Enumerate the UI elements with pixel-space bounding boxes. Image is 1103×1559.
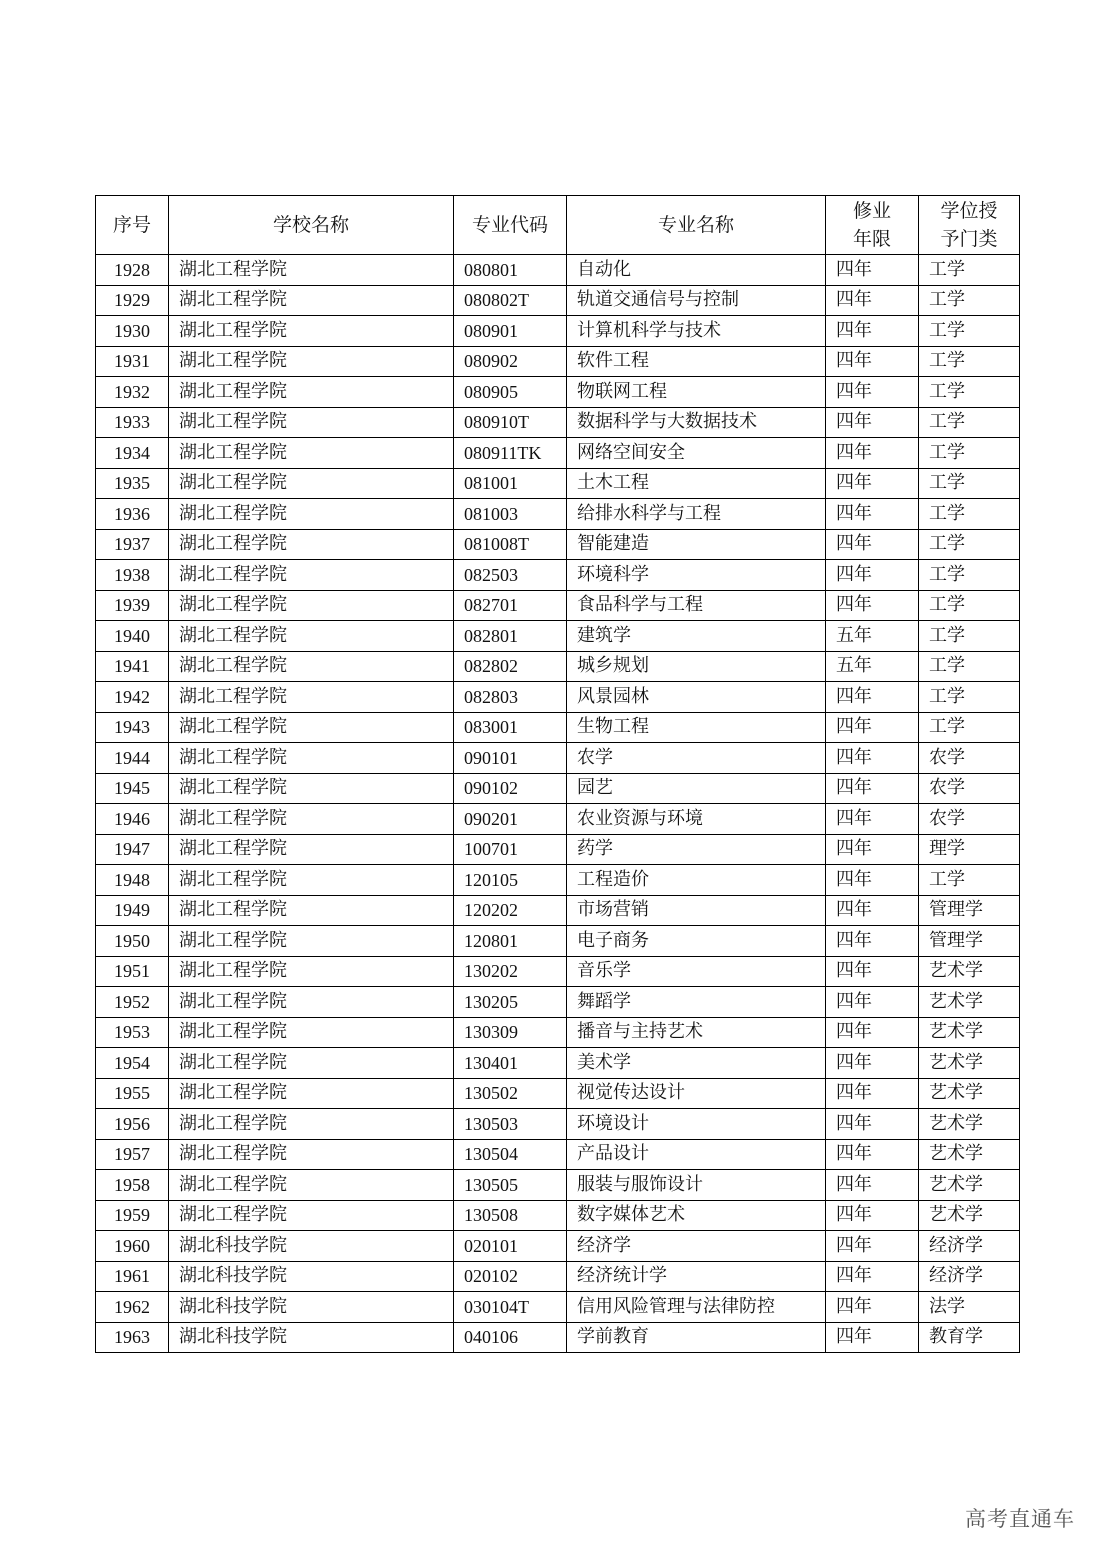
table-header-row bbox=[96, 196, 1020, 255]
cell-school: 湖北科技学院 bbox=[169, 1231, 454, 1262]
cell-seq: 1954 bbox=[96, 1048, 169, 1079]
cell-code: 120801 bbox=[454, 926, 567, 957]
cell-major: 美术学 bbox=[567, 1048, 826, 1079]
cell-school: 湖北工程学院 bbox=[169, 895, 454, 926]
cell-seq: 1938 bbox=[96, 560, 169, 591]
cell-major: 电子商务 bbox=[567, 926, 826, 957]
cell-seq: 1928 bbox=[96, 255, 169, 286]
table-row bbox=[96, 987, 1020, 1018]
cell-years: 四年 bbox=[826, 895, 919, 926]
cell-code: 040106 bbox=[454, 1322, 567, 1353]
table-row bbox=[96, 377, 1020, 408]
cell-years: 四年 bbox=[826, 743, 919, 774]
cell-degree: 工学 bbox=[919, 590, 1020, 621]
cell-school: 湖北工程学院 bbox=[169, 1017, 454, 1048]
cell-years: 四年 bbox=[826, 1261, 919, 1292]
header-years-line1: 修业 bbox=[852, 200, 891, 222]
table-row bbox=[96, 1139, 1020, 1170]
table-row bbox=[96, 316, 1020, 347]
cell-degree: 工学 bbox=[919, 529, 1020, 560]
cell-major: 播音与主持艺术 bbox=[567, 1017, 826, 1048]
cell-seq: 1948 bbox=[96, 865, 169, 896]
cell-seq: 1929 bbox=[96, 285, 169, 316]
cell-years: 四年 bbox=[826, 712, 919, 743]
cell-degree: 艺术学 bbox=[919, 1139, 1020, 1170]
cell-code: 090201 bbox=[454, 804, 567, 835]
cell-school: 湖北科技学院 bbox=[169, 1322, 454, 1353]
cell-code: 081001 bbox=[454, 468, 567, 499]
cell-code: 081003 bbox=[454, 499, 567, 530]
cell-code: 130205 bbox=[454, 987, 567, 1018]
cell-school: 湖北科技学院 bbox=[169, 1292, 454, 1323]
cell-seq: 1949 bbox=[96, 895, 169, 926]
cell-major: 环境设计 bbox=[567, 1109, 826, 1140]
cell-seq: 1939 bbox=[96, 590, 169, 621]
cell-school: 湖北工程学院 bbox=[169, 377, 454, 408]
cell-seq: 1959 bbox=[96, 1200, 169, 1231]
cell-school: 湖北工程学院 bbox=[169, 407, 454, 438]
cell-seq: 1942 bbox=[96, 682, 169, 713]
cell-code: 090102 bbox=[454, 773, 567, 804]
table-row bbox=[96, 1109, 1020, 1140]
cell-degree: 艺术学 bbox=[919, 987, 1020, 1018]
table-row bbox=[96, 468, 1020, 499]
cell-degree: 工学 bbox=[919, 407, 1020, 438]
table-row bbox=[96, 1322, 1020, 1353]
cell-major: 城乡规划 bbox=[567, 651, 826, 682]
cell-code: 130309 bbox=[454, 1017, 567, 1048]
cell-degree: 经济学 bbox=[919, 1261, 1020, 1292]
cell-years: 四年 bbox=[826, 255, 919, 286]
cell-school: 湖北工程学院 bbox=[169, 987, 454, 1018]
header-degree-line1: 学位授 bbox=[940, 200, 998, 222]
cell-seq: 1957 bbox=[96, 1139, 169, 1170]
cell-major: 建筑学 bbox=[567, 621, 826, 652]
table-row bbox=[96, 621, 1020, 652]
cell-major: 数字媒体艺术 bbox=[567, 1200, 826, 1231]
cell-years: 四年 bbox=[826, 956, 919, 987]
cell-school: 湖北工程学院 bbox=[169, 926, 454, 957]
cell-code: 080910T bbox=[454, 407, 567, 438]
cell-seq: 1951 bbox=[96, 956, 169, 987]
cell-seq: 1930 bbox=[96, 316, 169, 347]
cell-school: 湖北工程学院 bbox=[169, 956, 454, 987]
table-row bbox=[96, 804, 1020, 835]
cell-years: 四年 bbox=[826, 1109, 919, 1140]
cell-code: 082803 bbox=[454, 682, 567, 713]
cell-degree: 工学 bbox=[919, 865, 1020, 896]
cell-seq: 1936 bbox=[96, 499, 169, 530]
cell-major: 市场营销 bbox=[567, 895, 826, 926]
header-years-line2: 年限 bbox=[852, 228, 891, 250]
cell-major: 自动化 bbox=[567, 255, 826, 286]
cell-years: 四年 bbox=[826, 987, 919, 1018]
cell-major: 视觉传达设计 bbox=[567, 1078, 826, 1109]
cell-code: 081008T bbox=[454, 529, 567, 560]
cell-code: 130508 bbox=[454, 1200, 567, 1231]
cell-school: 湖北工程学院 bbox=[169, 1048, 454, 1079]
header-seq: 序号 bbox=[96, 196, 169, 255]
cell-major: 工程造价 bbox=[567, 865, 826, 896]
cell-code: 082701 bbox=[454, 590, 567, 621]
cell-seq: 1941 bbox=[96, 651, 169, 682]
cell-years: 四年 bbox=[826, 499, 919, 530]
table-row bbox=[96, 1017, 1020, 1048]
cell-years: 四年 bbox=[826, 1200, 919, 1231]
cell-code: 130202 bbox=[454, 956, 567, 987]
cell-seq: 1953 bbox=[96, 1017, 169, 1048]
cell-code: 080801 bbox=[454, 255, 567, 286]
table-row bbox=[96, 651, 1020, 682]
table-row bbox=[96, 1292, 1020, 1323]
cell-years: 四年 bbox=[826, 1048, 919, 1079]
cell-school: 湖北工程学院 bbox=[169, 682, 454, 713]
cell-school: 湖北工程学院 bbox=[169, 590, 454, 621]
cell-years: 四年 bbox=[826, 834, 919, 865]
cell-major: 舞蹈学 bbox=[567, 987, 826, 1018]
cell-degree: 艺术学 bbox=[919, 956, 1020, 987]
cell-school: 湖北工程学院 bbox=[169, 468, 454, 499]
cell-major: 数据科学与大数据技术 bbox=[567, 407, 826, 438]
cell-seq: 1937 bbox=[96, 529, 169, 560]
cell-seq: 1961 bbox=[96, 1261, 169, 1292]
cell-degree: 农学 bbox=[919, 804, 1020, 835]
cell-code: 120202 bbox=[454, 895, 567, 926]
table-row bbox=[96, 499, 1020, 530]
table-row bbox=[96, 529, 1020, 560]
table-row bbox=[96, 895, 1020, 926]
cell-major: 轨道交通信号与控制 bbox=[567, 285, 826, 316]
cell-major: 产品设计 bbox=[567, 1139, 826, 1170]
table-row bbox=[96, 346, 1020, 377]
cell-school: 湖北工程学院 bbox=[169, 773, 454, 804]
cell-seq: 1931 bbox=[96, 346, 169, 377]
table-row bbox=[96, 1261, 1020, 1292]
table-row bbox=[96, 255, 1020, 286]
cell-seq: 1960 bbox=[96, 1231, 169, 1262]
cell-seq: 1933 bbox=[96, 407, 169, 438]
cell-degree: 艺术学 bbox=[919, 1078, 1020, 1109]
cell-school: 湖北工程学院 bbox=[169, 651, 454, 682]
cell-major: 风景园林 bbox=[567, 682, 826, 713]
table-row bbox=[96, 1170, 1020, 1201]
table-row bbox=[96, 1231, 1020, 1262]
cell-school: 湖北工程学院 bbox=[169, 621, 454, 652]
cell-degree: 艺术学 bbox=[919, 1048, 1020, 1079]
cell-school: 湖北工程学院 bbox=[169, 285, 454, 316]
cell-degree: 管理学 bbox=[919, 926, 1020, 957]
cell-degree: 工学 bbox=[919, 438, 1020, 469]
cell-school: 湖北工程学院 bbox=[169, 316, 454, 347]
cell-code: 080911TK bbox=[454, 438, 567, 469]
cell-degree: 农学 bbox=[919, 743, 1020, 774]
cell-seq: 1958 bbox=[96, 1170, 169, 1201]
cell-seq: 1947 bbox=[96, 834, 169, 865]
cell-degree: 工学 bbox=[919, 621, 1020, 652]
cell-seq: 1946 bbox=[96, 804, 169, 835]
cell-seq: 1935 bbox=[96, 468, 169, 499]
cell-major: 物联网工程 bbox=[567, 377, 826, 408]
cell-major: 给排水科学与工程 bbox=[567, 499, 826, 530]
table-row bbox=[96, 1078, 1020, 1109]
cell-code: 020102 bbox=[454, 1261, 567, 1292]
cell-seq: 1955 bbox=[96, 1078, 169, 1109]
cell-school: 湖北工程学院 bbox=[169, 255, 454, 286]
cell-years: 四年 bbox=[826, 804, 919, 835]
cell-major: 土木工程 bbox=[567, 468, 826, 499]
cell-school: 湖北工程学院 bbox=[169, 560, 454, 591]
cell-code: 030104T bbox=[454, 1292, 567, 1323]
cell-school: 湖北工程学院 bbox=[169, 804, 454, 835]
cell-degree: 农学 bbox=[919, 773, 1020, 804]
cell-degree: 工学 bbox=[919, 255, 1020, 286]
cell-years: 四年 bbox=[826, 1231, 919, 1262]
cell-school: 湖北工程学院 bbox=[169, 1078, 454, 1109]
cell-years: 四年 bbox=[826, 560, 919, 591]
cell-major: 计算机科学与技术 bbox=[567, 316, 826, 347]
cell-years: 五年 bbox=[826, 651, 919, 682]
cell-years: 四年 bbox=[826, 590, 919, 621]
cell-school: 湖北工程学院 bbox=[169, 712, 454, 743]
cell-school: 湖北工程学院 bbox=[169, 1200, 454, 1231]
cell-degree: 工学 bbox=[919, 712, 1020, 743]
cell-degree: 工学 bbox=[919, 560, 1020, 591]
cell-school: 湖北工程学院 bbox=[169, 346, 454, 377]
cell-years: 四年 bbox=[826, 926, 919, 957]
cell-code: 080902 bbox=[454, 346, 567, 377]
cell-years: 四年 bbox=[826, 682, 919, 713]
cell-major: 药学 bbox=[567, 834, 826, 865]
cell-major: 智能建造 bbox=[567, 529, 826, 560]
cell-school: 湖北工程学院 bbox=[169, 834, 454, 865]
cell-seq: 1932 bbox=[96, 377, 169, 408]
cell-school: 湖北工程学院 bbox=[169, 499, 454, 530]
cell-years: 四年 bbox=[826, 529, 919, 560]
cell-degree: 工学 bbox=[919, 285, 1020, 316]
cell-school: 湖北工程学院 bbox=[169, 865, 454, 896]
cell-school: 湖北工程学院 bbox=[169, 529, 454, 560]
cell-major: 农学 bbox=[567, 743, 826, 774]
cell-major: 软件工程 bbox=[567, 346, 826, 377]
cell-degree: 艺术学 bbox=[919, 1170, 1020, 1201]
cell-degree: 艺术学 bbox=[919, 1109, 1020, 1140]
cell-code: 082503 bbox=[454, 560, 567, 591]
cell-years: 四年 bbox=[826, 407, 919, 438]
table-row bbox=[96, 1200, 1020, 1231]
table-row bbox=[96, 773, 1020, 804]
table-row bbox=[96, 682, 1020, 713]
table-row bbox=[96, 834, 1020, 865]
cell-seq: 1934 bbox=[96, 438, 169, 469]
cell-school: 湖北工程学院 bbox=[169, 438, 454, 469]
cell-degree: 工学 bbox=[919, 346, 1020, 377]
table-row bbox=[96, 438, 1020, 469]
cell-major: 园艺 bbox=[567, 773, 826, 804]
header-years bbox=[826, 196, 919, 255]
cell-degree: 教育学 bbox=[919, 1322, 1020, 1353]
cell-degree: 艺术学 bbox=[919, 1017, 1020, 1048]
header-degree-line2: 予门类 bbox=[940, 228, 998, 250]
cell-code: 130502 bbox=[454, 1078, 567, 1109]
cell-years: 四年 bbox=[826, 316, 919, 347]
cell-seq: 1944 bbox=[96, 743, 169, 774]
cell-major: 信用风险管理与法律防控 bbox=[567, 1292, 826, 1323]
cell-degree: 工学 bbox=[919, 682, 1020, 713]
cell-years: 四年 bbox=[826, 377, 919, 408]
cell-years: 四年 bbox=[826, 1322, 919, 1353]
majors-table bbox=[95, 195, 1020, 1353]
table-row bbox=[96, 1048, 1020, 1079]
cell-degree: 工学 bbox=[919, 651, 1020, 682]
cell-major: 网络空间安全 bbox=[567, 438, 826, 469]
cell-seq: 1963 bbox=[96, 1322, 169, 1353]
cell-years: 四年 bbox=[826, 1078, 919, 1109]
cell-code: 082802 bbox=[454, 651, 567, 682]
watermark-text: 高考直通车 bbox=[965, 1507, 1075, 1531]
cell-degree: 工学 bbox=[919, 377, 1020, 408]
cell-code: 080905 bbox=[454, 377, 567, 408]
cell-seq: 1945 bbox=[96, 773, 169, 804]
cell-years: 四年 bbox=[826, 1139, 919, 1170]
cell-seq: 1940 bbox=[96, 621, 169, 652]
cell-years: 四年 bbox=[826, 773, 919, 804]
cell-degree: 管理学 bbox=[919, 895, 1020, 926]
header-major: 专业名称 bbox=[567, 196, 826, 255]
cell-code: 120105 bbox=[454, 865, 567, 896]
table-row bbox=[96, 926, 1020, 957]
cell-school: 湖北工程学院 bbox=[169, 1139, 454, 1170]
header-degree bbox=[919, 196, 1020, 255]
cell-major: 服装与服饰设计 bbox=[567, 1170, 826, 1201]
cell-code: 130401 bbox=[454, 1048, 567, 1079]
cell-code: 083001 bbox=[454, 712, 567, 743]
cell-code: 130503 bbox=[454, 1109, 567, 1140]
cell-major: 音乐学 bbox=[567, 956, 826, 987]
cell-seq: 1950 bbox=[96, 926, 169, 957]
cell-years: 四年 bbox=[826, 438, 919, 469]
cell-years: 四年 bbox=[826, 1017, 919, 1048]
cell-degree: 艺术学 bbox=[919, 1200, 1020, 1231]
cell-school: 湖北工程学院 bbox=[169, 1170, 454, 1201]
table-row bbox=[96, 956, 1020, 987]
cell-degree: 工学 bbox=[919, 316, 1020, 347]
cell-school: 湖北工程学院 bbox=[169, 1109, 454, 1140]
cell-seq: 1943 bbox=[96, 712, 169, 743]
cell-major: 经济统计学 bbox=[567, 1261, 826, 1292]
cell-major: 学前教育 bbox=[567, 1322, 826, 1353]
cell-code: 130504 bbox=[454, 1139, 567, 1170]
cell-school: 湖北科技学院 bbox=[169, 1261, 454, 1292]
cell-years: 四年 bbox=[826, 865, 919, 896]
cell-degree: 工学 bbox=[919, 468, 1020, 499]
cell-years: 四年 bbox=[826, 346, 919, 377]
table-row bbox=[96, 590, 1020, 621]
cell-years: 四年 bbox=[826, 1292, 919, 1323]
cell-school: 湖北工程学院 bbox=[169, 743, 454, 774]
cell-major: 农业资源与环境 bbox=[567, 804, 826, 835]
cell-major: 生物工程 bbox=[567, 712, 826, 743]
table-row bbox=[96, 560, 1020, 591]
cell-years: 四年 bbox=[826, 468, 919, 499]
cell-years: 四年 bbox=[826, 1170, 919, 1201]
cell-code: 090101 bbox=[454, 743, 567, 774]
cell-code: 100701 bbox=[454, 834, 567, 865]
cell-seq: 1952 bbox=[96, 987, 169, 1018]
cell-code: 080901 bbox=[454, 316, 567, 347]
table-body bbox=[96, 255, 1020, 1353]
cell-major: 环境科学 bbox=[567, 560, 826, 591]
cell-code: 020101 bbox=[454, 1231, 567, 1262]
cell-seq: 1956 bbox=[96, 1109, 169, 1140]
cell-code: 130505 bbox=[454, 1170, 567, 1201]
cell-years: 五年 bbox=[826, 621, 919, 652]
cell-degree: 工学 bbox=[919, 499, 1020, 530]
table-row bbox=[96, 743, 1020, 774]
cell-seq: 1962 bbox=[96, 1292, 169, 1323]
table-row bbox=[96, 712, 1020, 743]
cell-major: 经济学 bbox=[567, 1231, 826, 1262]
cell-major: 食品科学与工程 bbox=[567, 590, 826, 621]
cell-years: 四年 bbox=[826, 285, 919, 316]
cell-degree: 经济学 bbox=[919, 1231, 1020, 1262]
cell-code: 080802T bbox=[454, 285, 567, 316]
table-row bbox=[96, 285, 1020, 316]
cell-degree: 理学 bbox=[919, 834, 1020, 865]
cell-degree: 法学 bbox=[919, 1292, 1020, 1323]
header-code: 专业代码 bbox=[454, 196, 567, 255]
table-row bbox=[96, 865, 1020, 896]
cell-code: 082801 bbox=[454, 621, 567, 652]
header-school: 学校名称 bbox=[169, 196, 454, 255]
table-row bbox=[96, 407, 1020, 438]
